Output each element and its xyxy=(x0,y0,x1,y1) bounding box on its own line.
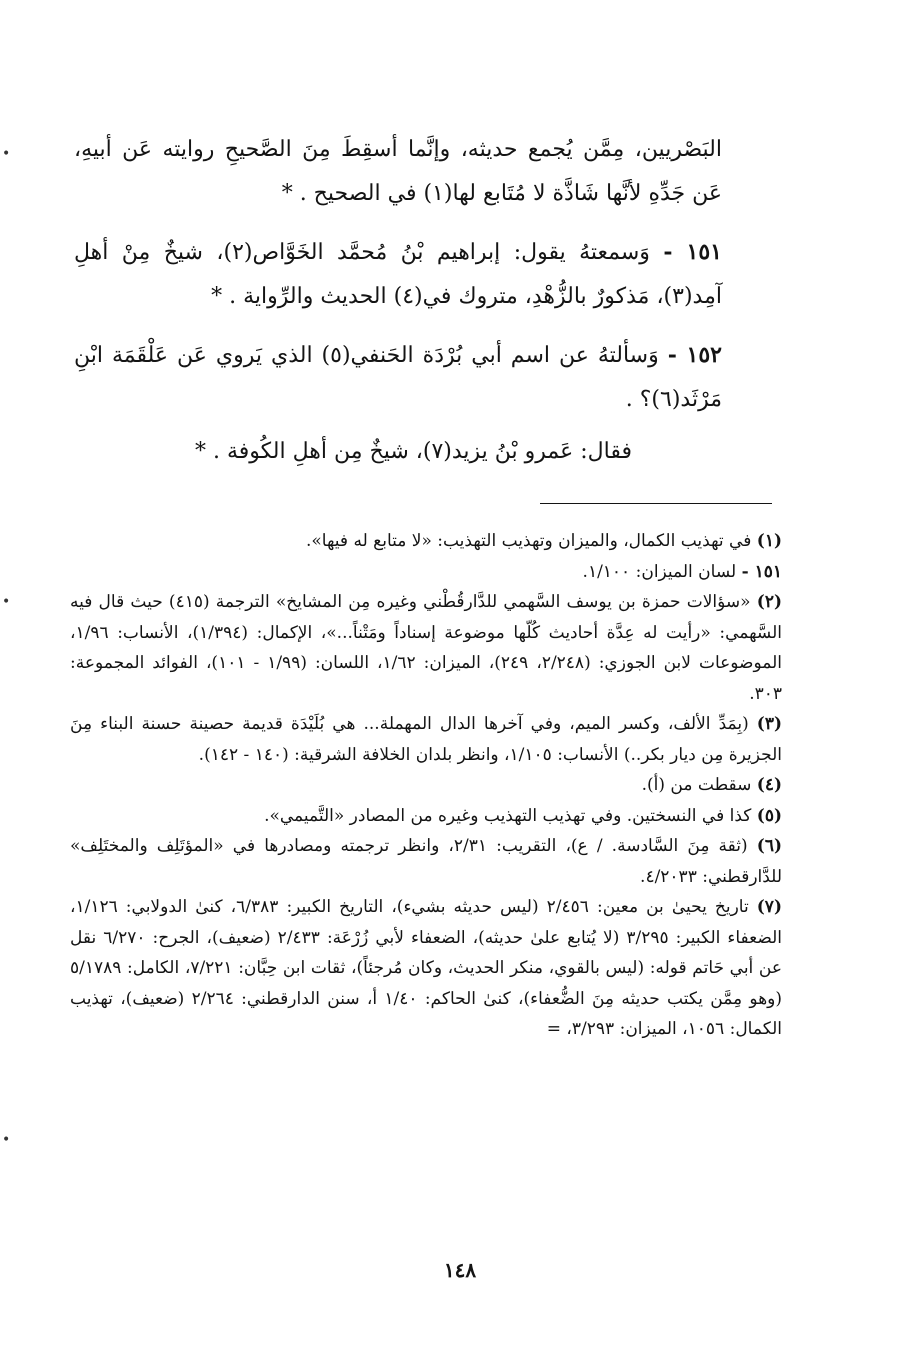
footnote xyxy=(70,557,782,588)
footnote xyxy=(70,587,782,709)
footnote xyxy=(70,526,782,557)
paragraph-text: فقال: عَمرو بْنُ يزيد(٧)، شيخٌ مِن أهلِ الكُوفة . * xyxy=(194,439,632,464)
edge-mark: • xyxy=(2,594,11,610)
footnote-ref: (٧) xyxy=(756,897,782,917)
entry-number: ١٥٢ - xyxy=(667,342,722,368)
edge-mark: • xyxy=(2,146,11,162)
footnote-text: تاريخ يحيىٰ بن معين: ٢/٤٥٦ (ليس حديثه بشيء)، التاريخ الكبير: ٦/٣٨٣، كنىٰ الدولابي: ١/١٢٦، الضعفاء الكبير: ٣/٢٩٥ (لا يُتابع علىٰ حديثه)، الضعفاء لأبي زُرْعَة: ٢/٤٣٣ (ضعيف)، الجرح: ٦/٢٧٠ نقل عن أبي حَاتم قوله: (ليس بالقوي، منكر الحديث، وكان مُرجئاً)، ثقات ابن حِبَّان: ٧/٢٢١، الكامل: ٥/١٧٨٩ (وهو مِمَّن يكتب حديثه مِنَ الضُّعفاء)، كنىٰ الحاكم: ١/٤٠ أ، سنن الدارقطني: ٢/٢٦٤ (ضعيف)، تهذيب الكمال: ١٠٥٦، الميزان: ٣/٢٩٣، = xyxy=(70,897,782,1039)
paragraph-text: البَصْريين، مِمَّن يُجمع حديثه، وإنَّما أسقِطَ مِنَ الصَّحيحِ روايته عَن أبيهِ، عَن جَدِّهِ لأنَّها شَاذَّة لا مُتَابع لها(١) في الصحيح . * xyxy=(74,137,722,206)
footnote-ref: (٣) xyxy=(756,714,783,734)
edge-mark: • xyxy=(2,1132,11,1148)
footnote-text: كذا في النسختين. وفي تهذيب التهذيب وغيره من المصادر «التَّميمي». xyxy=(264,805,752,826)
paragraph-151 xyxy=(74,230,722,319)
paragraph-152 xyxy=(74,333,722,422)
footnote-separator xyxy=(540,503,772,504)
footnote xyxy=(70,831,782,892)
footnote-text: في تهذيب الكمال، والميزان وتهذيب التهذيب: «لا متابع له فيها». xyxy=(305,531,752,551)
paragraph-text: وَسمعتهُ يقول: إبراهيم بْنُ مُحمَّد الخَوَّاص(٢)، شيخٌ مِنْ أهلِ آمِد(٣)، مَذكورٌ بالزُّهْدِ، متروك في(٤) الحديث والرِّواية . * xyxy=(74,240,722,309)
footnote-text: لسان الميزان: ١/١٠٠. xyxy=(582,561,737,582)
footnote-text: (ثقة مِنَ السَّادسة. / ع)، التقريب: ٢/٣١، وانظر ترجمته ومصادرها في «المؤتَلِف والمختَلِف» للدَّارقطني: ٤/٢٠٣٣. xyxy=(70,836,782,887)
footnote-ref: (٢) xyxy=(756,592,783,612)
footnote-ref: ١٥١ - xyxy=(741,561,782,582)
footnote-ref: (١) xyxy=(756,531,782,551)
page-number: ١٤٨ xyxy=(443,1258,477,1282)
footnote xyxy=(70,801,782,832)
entry-number: ١٥١ - xyxy=(663,239,722,265)
main-text xyxy=(74,128,722,474)
footnote-text: «سؤالات حمزة بن يوسف السَّهمي للدَّارقُطْني وغيره مِن المشايخ» الترجمة (٤١٥) حيث قال فيه السَّهمي: «رأيت له عِدَّة أحاديث كُلّها موضوعة إسناداً ومَتْناً...»، الإكمال: (١/٣٩٤)، الأنساب: ١/٩٦، الموضوعات لابن الجوزي: (٢/٢٤٨، ٢٤٩)، الميزان: ١/٦٢، اللسان: (١/٩٩ - ١٠١)، الفوائد المجموعة: ٣٠٣. xyxy=(70,592,783,704)
paragraph xyxy=(74,128,722,216)
footnote-ref: (٥) xyxy=(756,805,782,826)
footnote-ref: (٦) xyxy=(756,836,782,856)
footnote-text: (بِمَدِّ الألف، وكسر الميم، وفي آخرها الدال المهملة... هي بُلَيْدَة قديمة حصينة حسنة البناء مِنَ الجزيرة مِن ديار بكر..) الأنساب: ١/١٠٥، وانظر بلدان الخلافة الشرقية: (١٤٠ - ١٤٢). xyxy=(70,714,782,765)
footnotes xyxy=(70,526,782,1045)
paragraph-text: وَسألتهُ عن اسم أبي بُرْدَة الحَنفي(٥) الذي يَروي عَن عَلْقَمَة ابْنِ مَرْثَد(٦)؟ . xyxy=(74,343,722,412)
footnote xyxy=(70,709,782,770)
footnote xyxy=(70,770,782,801)
footnote-text: سقطت من (أ). xyxy=(641,775,752,795)
answer-paragraph xyxy=(74,430,722,474)
footnote xyxy=(70,892,782,1045)
footnote-ref: (٤) xyxy=(756,775,782,795)
